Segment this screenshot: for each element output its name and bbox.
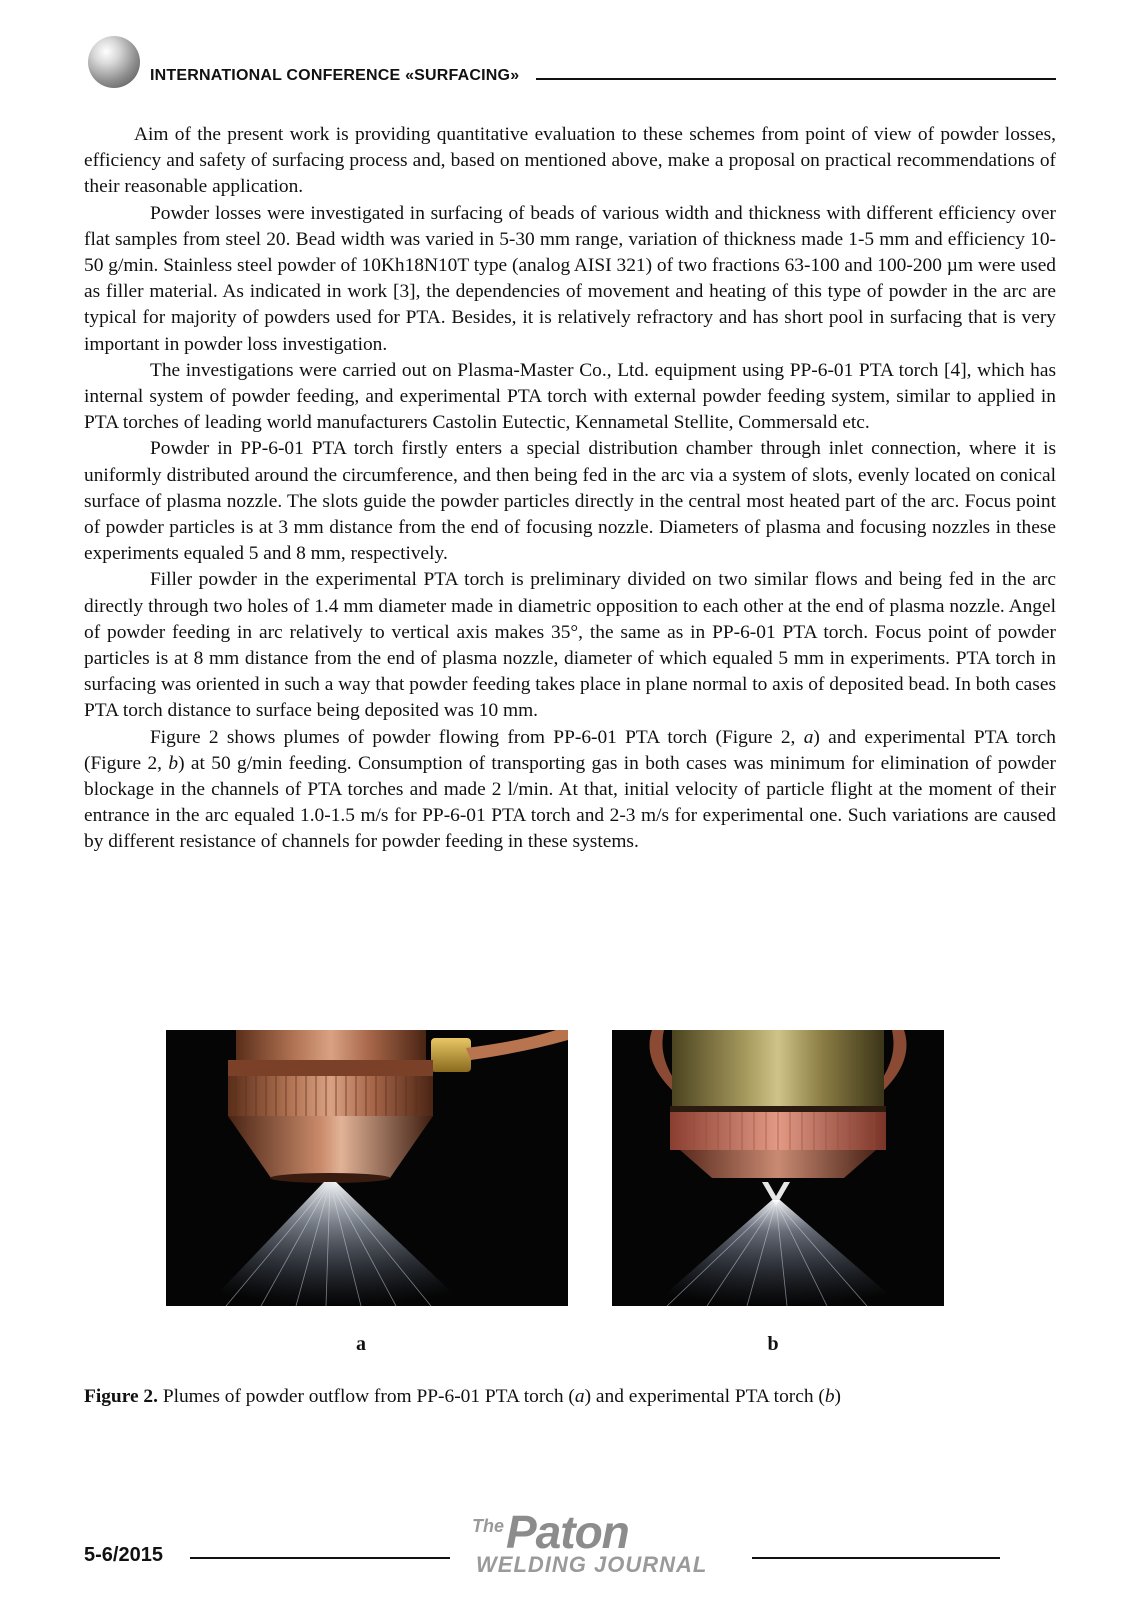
photo-pp-6-01-torch-plume (166, 1030, 568, 1306)
panel-label-a: a (356, 1333, 366, 1355)
paragraph-6-text-3: ) at 50 g/min feeding. Consumption of transporting gas in both cases was minimum for elimination of powder blockage in the channels of PTA torches and made 2 l/min. At that, initial velocity of particle flight at the moment of their entrance in the arc equaled 1.0-1.5 m/s for PP-6-01 PTA torch and 2-3 m/s for experimental one. Such variations are caused by different resistance of channels for powder feeding in these systems. (84, 752, 1056, 853)
photo-experimental-torch-plume (612, 1030, 944, 1306)
paragraph-5: Filler powder in the experimental PTA torch is preliminary divided on two similar flows and being fed in the arc directly through two holes of 1.4 mm diameter made in diametric opposition to each other at the end of plasma nozzle. Angel of powder feeding in arc relatively to vertical axis makes 35°, the same as in PP-6-01 PTA torch. Focus point of powder particles is at 8 mm distance from the end of plasma nozzle, diameter of which equaled 5 mm in experiments. PTA torch in surfacing was oriented in such a way that powder feeding takes place in plane normal to axis of deposited bead. In both cases PTA torch distance to surface being deposited was 10 mm. (84, 569, 1056, 722)
caption-text-2: ) and experimental PTA torch ( (584, 1386, 825, 1407)
conference-title: INTERNATIONAL CONFERENCE «SURFACING» (150, 67, 520, 84)
paragraph-6-ref-b: b (168, 752, 179, 774)
paragraph-6-text-2: ) and experimental PTA torch (Figure 2, (84, 726, 1056, 774)
page-footer (0, 1490, 1130, 1600)
paragraph-2: Powder losses were investigated in surfacing of beads of various width and thickness with different efficiency over flat samples from steel 20. Bead width was varied in 5-30 mm range, variation of thickness made 1-5 mm and efficiency 10-50 g/min. Stainless steel powder of 10Kh18N10T type (analog AISI 321) of two fractions 63-100 and 100-200 µm were used as filler material. As indicated in work [3], the dependencies of movement and heating of this type of powder in the arc are typical for majority of powders used for PTA. Besides, it is relatively refractory and has short pool in surfacing that is very important in powder loss investigation. (84, 202, 1056, 355)
paragraph-6-text-1: Figure 2 shows plumes of powder flowing from PP-6-01 PTA torch (Figure 2, (150, 726, 804, 748)
journal-logo (470, 1498, 740, 1578)
caption-text-3: ) (834, 1386, 841, 1407)
conference-logo-sphere (88, 36, 140, 88)
footer-rule-left (190, 1557, 450, 1559)
panel-label-b: b (767, 1333, 779, 1355)
journal-logo-the: The (472, 1516, 505, 1536)
article-body (84, 122, 1056, 856)
figure-caption (84, 1384, 1056, 1410)
journal-logo-paton: Paton (506, 1506, 629, 1558)
caption-ref-a: a (574, 1386, 585, 1407)
paragraph-6-ref-a: a (803, 726, 814, 748)
header-rule (536, 78, 1056, 80)
figure-2 (0, 1020, 1130, 1360)
paragraph-1: Aim of the present work is providing quantitative evaluation to these schemes from point of view of powder losses, efficiency and safety of surfacing process and, based on mentioned above, make a proposal on practical recommendations of their reasonable application. (84, 124, 1056, 198)
footer-rule-right (752, 1557, 1000, 1559)
paragraph-6 (84, 725, 1056, 856)
journal-logo-welding: WELDING JOURNAL (476, 1552, 708, 1577)
paragraph-4: Powder in PP-6-01 PTA torch firstly enters a special distribution chamber through inlet connection, where it is uniformly distributed around the circumference, and then being fed in the arc via a system of slots, evenly located on conical surface of plasma nozzle. The slots guide the powder particles directly in the central most heated part of the arc. Focus point of powder particles is at 3 mm distance from the end of focusing nozzle. Diameters of plasma and focusing nozzles in these experiments equaled 5 and 8 mm, respectively. (84, 438, 1056, 565)
caption-text-1: Plumes of powder outflow from PP-6-01 PTA torch ( (157, 1386, 575, 1407)
caption-ref-b: b (824, 1386, 835, 1407)
issue-number: 5-6/2015 (84, 1544, 163, 1566)
page-header (0, 0, 1130, 110)
caption-label: Figure 2. (84, 1386, 158, 1407)
paragraph-3: The investigations were carried out on Plasma-Master Co., Ltd. equipment using PP-6-01 PTA torch [4], which has internal system of powder feeding, and experimental PTA torch with external powder feeding system, similar to applied in PTA torches of leading world manufacturers Castolin Eutectic, Kennametal Stellite, Commersald etc. (84, 359, 1056, 434)
